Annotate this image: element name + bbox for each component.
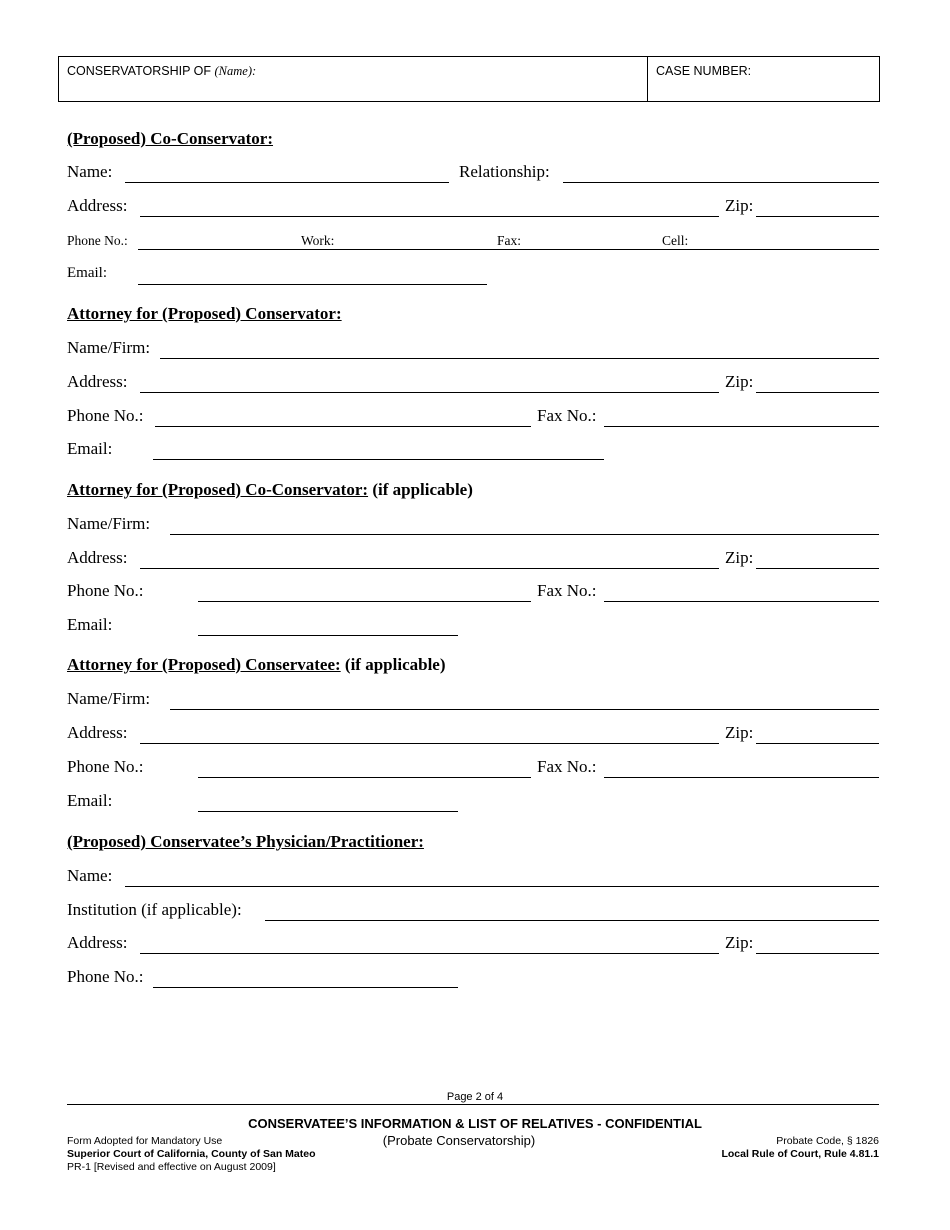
attorney-co-conservator-fax-field[interactable] [604, 601, 879, 602]
co-conservator-work-label: Work: [301, 233, 335, 248]
attorney-conservatee-zip-field[interactable] [756, 743, 879, 744]
co-conservator-address-field[interactable] [140, 216, 719, 217]
attorney-co-conservator-zip-label: Zip: [725, 548, 754, 567]
footer-adopted-text: Form Adopted for Mandatory Use [67, 1135, 223, 1147]
co-conservator-name-field[interactable] [125, 182, 449, 183]
attorney-conservator-heading: Attorney for (Proposed) Conservator: [67, 304, 342, 323]
attorney-co-conservator-phone-field[interactable] [198, 601, 531, 602]
attorney-conservator-zip-field[interactable] [756, 392, 879, 393]
attorney-conservatee-address-label: Address: [67, 723, 128, 742]
attorney-conservator-phone-label: Phone No.: [67, 406, 144, 425]
co-conservator-address-label: Address: [67, 196, 128, 215]
physician-zip-field[interactable] [756, 953, 879, 954]
footer-local-rule-text: Local Rule of Court, Rule 4.81.1 [721, 1148, 879, 1160]
attorney-conservator-address-label: Address: [67, 372, 128, 391]
attorney-conservator-namefirm-label: Name/Firm: [67, 338, 151, 357]
attorney-co-conservator-email-label: Email: [67, 615, 113, 634]
attorney-conservatee-email-field[interactable] [198, 811, 458, 812]
attorney-co-conservator-email-field[interactable] [198, 635, 458, 636]
attorney-conservatee-phone-label: Phone No.: [67, 757, 144, 776]
co-conservator-zip-label: Zip: [725, 196, 754, 215]
attorney-conservatee-namefirm-label: Name/Firm: [67, 689, 151, 708]
page-number: Page 2 of 4 [446, 1091, 504, 1103]
co-conservator-email-field[interactable] [138, 284, 487, 285]
attorney-conservatee-namefirm-field[interactable] [170, 709, 879, 710]
physician-zip-label: Zip: [725, 933, 754, 952]
physician-institution-label: Institution (if applicable): [67, 900, 242, 919]
attorney-conservator-fax-field[interactable] [604, 426, 879, 427]
co-conservator-email-label: Email: [67, 265, 107, 281]
attorney-conservator-email-field[interactable] [153, 459, 604, 460]
attorney-co-conservator-namefirm-field[interactable] [170, 534, 879, 535]
attorney-conservatee-fax-field[interactable] [604, 777, 879, 778]
attorney-co-conservator-fax-label: Fax No.: [537, 581, 597, 600]
attorney-conservatee-address-field[interactable] [140, 743, 719, 744]
attorney-conservator-zip-label: Zip: [725, 372, 754, 391]
attorney-conservator-phone-field[interactable] [155, 426, 531, 427]
co-conservator-fax-label: Fax: [497, 233, 522, 248]
co-conservator-zip-field[interactable] [756, 216, 879, 217]
caption-box [58, 56, 880, 102]
attorney-conservatee-zip-label: Zip: [725, 723, 754, 742]
physician-phone-label: Phone No.: [67, 967, 144, 986]
co-conservator-heading: (Proposed) Co-Conservator: [67, 129, 274, 148]
co-conservator-name-label: Name: [67, 162, 113, 181]
attorney-co-conservator-address-label: Address: [67, 548, 128, 567]
physician-phone-field[interactable] [153, 987, 458, 988]
conservatorship-cell[interactable] [59, 57, 648, 101]
attorney-conservatee-heading: Attorney for (Proposed) Conservatee: (if applicable) [67, 655, 446, 674]
attorney-conservator-email-label: Email: [67, 439, 113, 458]
footer-probate-code-text: Probate Code, § 1826 [776, 1135, 879, 1147]
attorney-co-conservator-heading: Attorney for (Proposed) Co-Conservator: (if applicable) [67, 480, 473, 499]
footer-form-id-text: PR-1 [Revised and effective on August 2009] [67, 1161, 276, 1173]
co-conservator-phone-field[interactable] [138, 249, 879, 250]
physician-name-label: Name: [67, 866, 113, 885]
co-conservator-relationship-label: Relationship: [459, 162, 550, 181]
co-conservator-phone-label: Phone No.: [67, 233, 128, 248]
attorney-conservator-address-field[interactable] [140, 392, 719, 393]
physician-heading: (Proposed) Conservatee’s Physician/Practitioner: [67, 832, 424, 851]
co-conservator-relationship-field[interactable] [563, 182, 879, 183]
attorney-conservatee-fax-label: Fax No.: [537, 757, 597, 776]
attorney-co-conservator-phone-label: Phone No.: [67, 581, 144, 600]
attorney-conservator-fax-label: Fax No.: [537, 406, 597, 425]
conservatorship-label: CONSERVATORSHIP OF (Name): [67, 64, 257, 78]
physician-institution-field[interactable] [265, 920, 879, 921]
footer-divider [67, 1104, 879, 1105]
attorney-co-conservator-address-field[interactable] [140, 568, 719, 569]
physician-name-field[interactable] [125, 886, 879, 887]
physician-address-label: Address: [67, 933, 128, 952]
attorney-co-conservator-namefirm-label: Name/Firm: [67, 514, 151, 533]
attorney-conservator-namefirm-field[interactable] [160, 358, 879, 359]
attorney-co-conservator-zip-field[interactable] [756, 568, 879, 569]
physician-address-field[interactable] [140, 953, 719, 954]
attorney-conservatee-email-label: Email: [67, 791, 113, 810]
footer-court-text: Superior Court of California, County of San Mateo [67, 1148, 316, 1160]
attorney-conservatee-phone-field[interactable] [198, 777, 531, 778]
form-title: CONSERVATEE’S INFORMATION & LIST OF RELATIVES - CONFIDENTIAL [248, 1116, 702, 1131]
form-subtitle: (Probate Conservatorship) [382, 1133, 536, 1148]
co-conservator-cell-label: Cell: [662, 233, 689, 248]
case-number-label: CASE NUMBER: [656, 64, 752, 78]
